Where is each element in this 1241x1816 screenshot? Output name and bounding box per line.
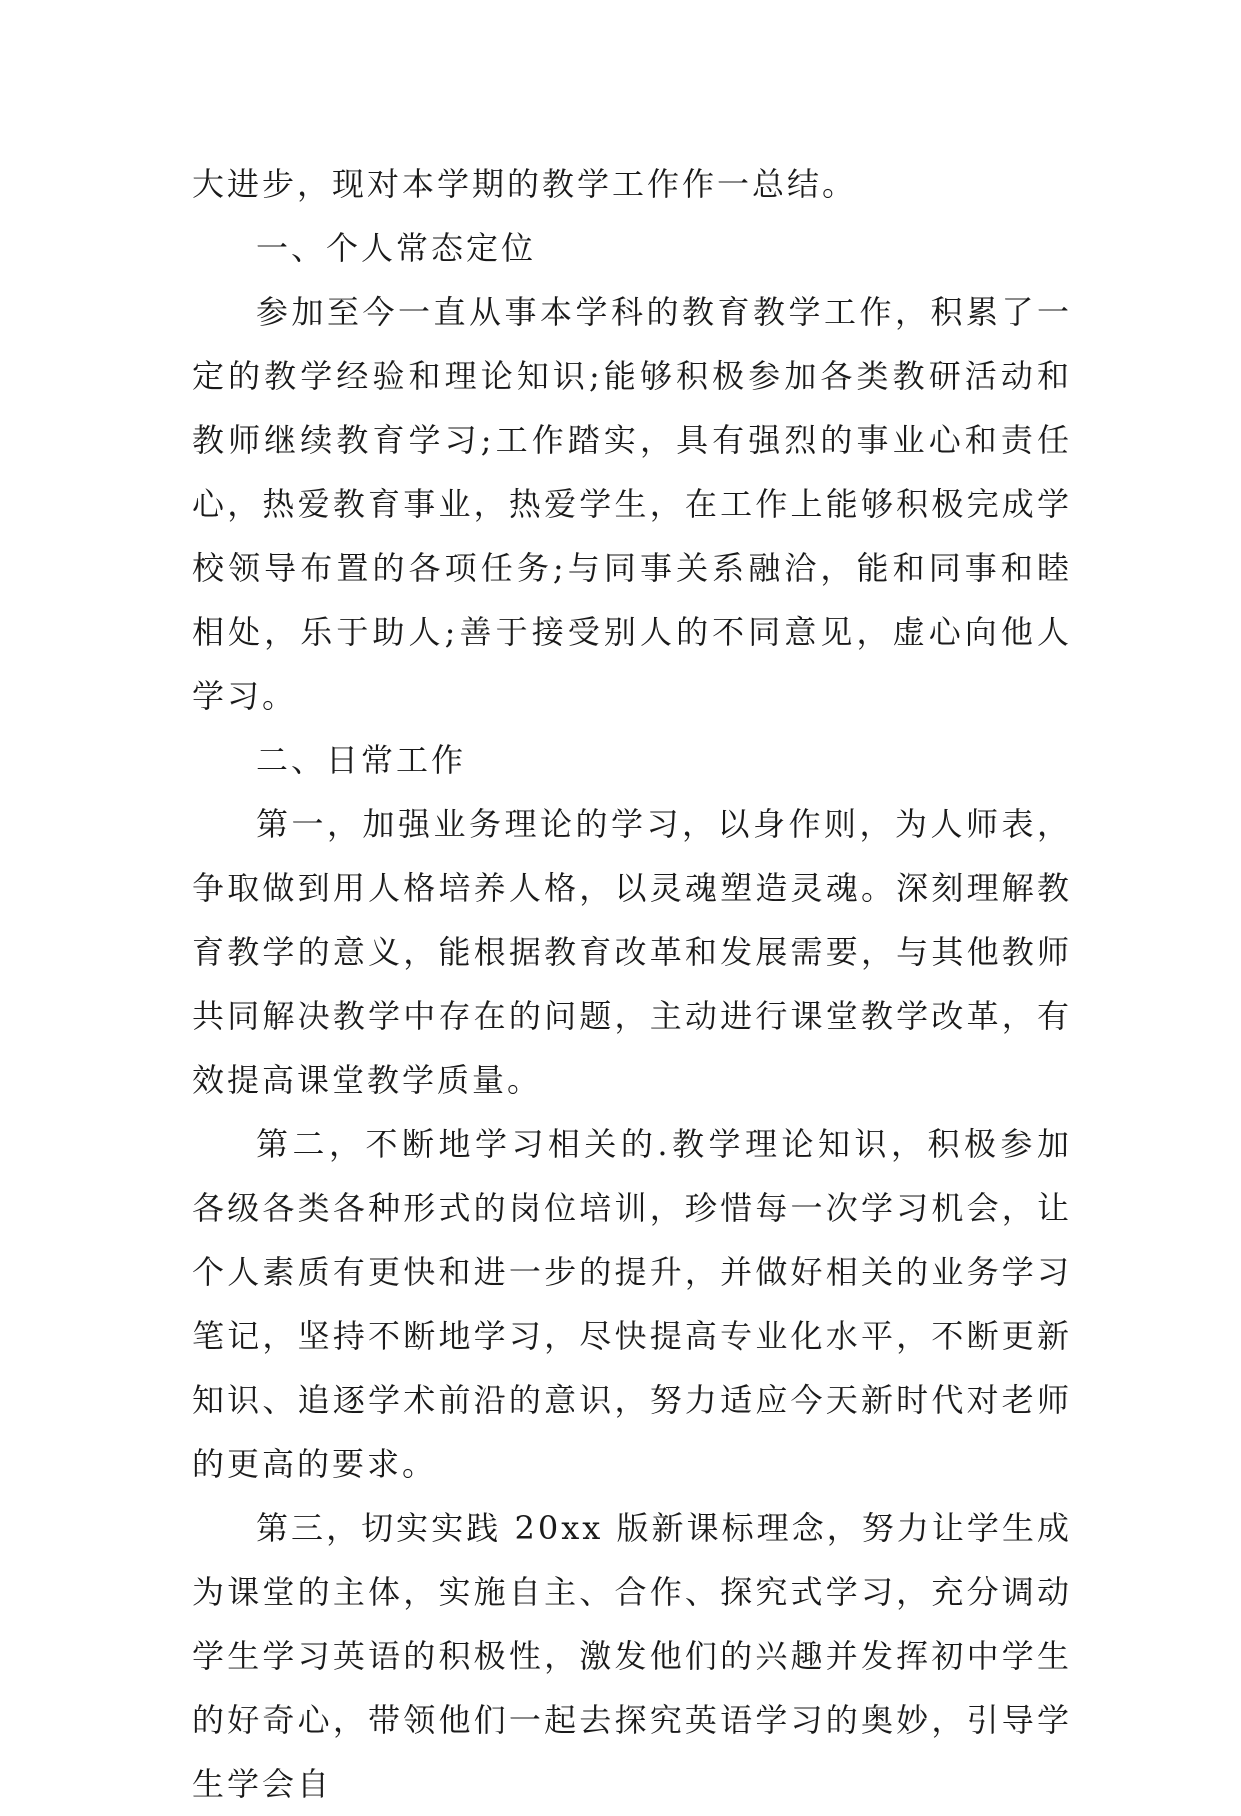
section-heading-personal-positioning: 一、个人常态定位 (256, 229, 537, 267)
document-body (192, 152, 1072, 1816)
paragraph-personal-positioning: 参加至今一直从事本学科的教育教学工作，积累了一定的教学经验和理论知识;能够积极参加各类教研活动和教师继续教育学习;工作踏实，具有强烈的事业心和责任心，热爱教育事业，热爱学生，在工作上能够积极完成学校领导布置的各项任务;与同事关系融洽，能和同事和睦相处，乐于助人;善于接受别人的不同意见，虚心向他人学习。 (192, 293, 1072, 715)
paragraph-first-point: 第一，加强业务理论的学习，以身作则，为人师表，争取做到用人格培养人格，以灵魂塑造灵魂。深刻理解教育教学的意义，能根据教育改革和发展需要，与其他教师共同解决教学中存在的问题，主动进行课堂教学改革，有效提高课堂教学质量。 (192, 805, 1072, 1099)
section-heading-daily-work: 二、日常工作 (256, 741, 467, 779)
paragraph-continuation: 大进步，现对本学期的教学工作作一总结。 (192, 165, 858, 203)
paragraph-second-point: 第二，不断地学习相关的.教学理论知识，积极参加各级各类各种形式的岗位培训，珍惜每一次学习机会，让个人素质有更快和进一步的提升，并做好相关的业务学习笔记，坚持不断地学习，尽快提高专业化水平，不断更新知识、追逐学术前沿的意识，努力适应今天新时代对老师的更高的要求。 (192, 1125, 1072, 1483)
paragraph-third-point: 第三，切实实践 20xx 版新课标理念，努力让学生成为课堂的主体，实施自主、合作、探究式学习，充分调动学生学习英语的积极性，激发他们的兴趣并发挥初中学生的好奇心，带领他们一起去探究英语学习的奥妙，引导学生学会自 (192, 1509, 1072, 1803)
